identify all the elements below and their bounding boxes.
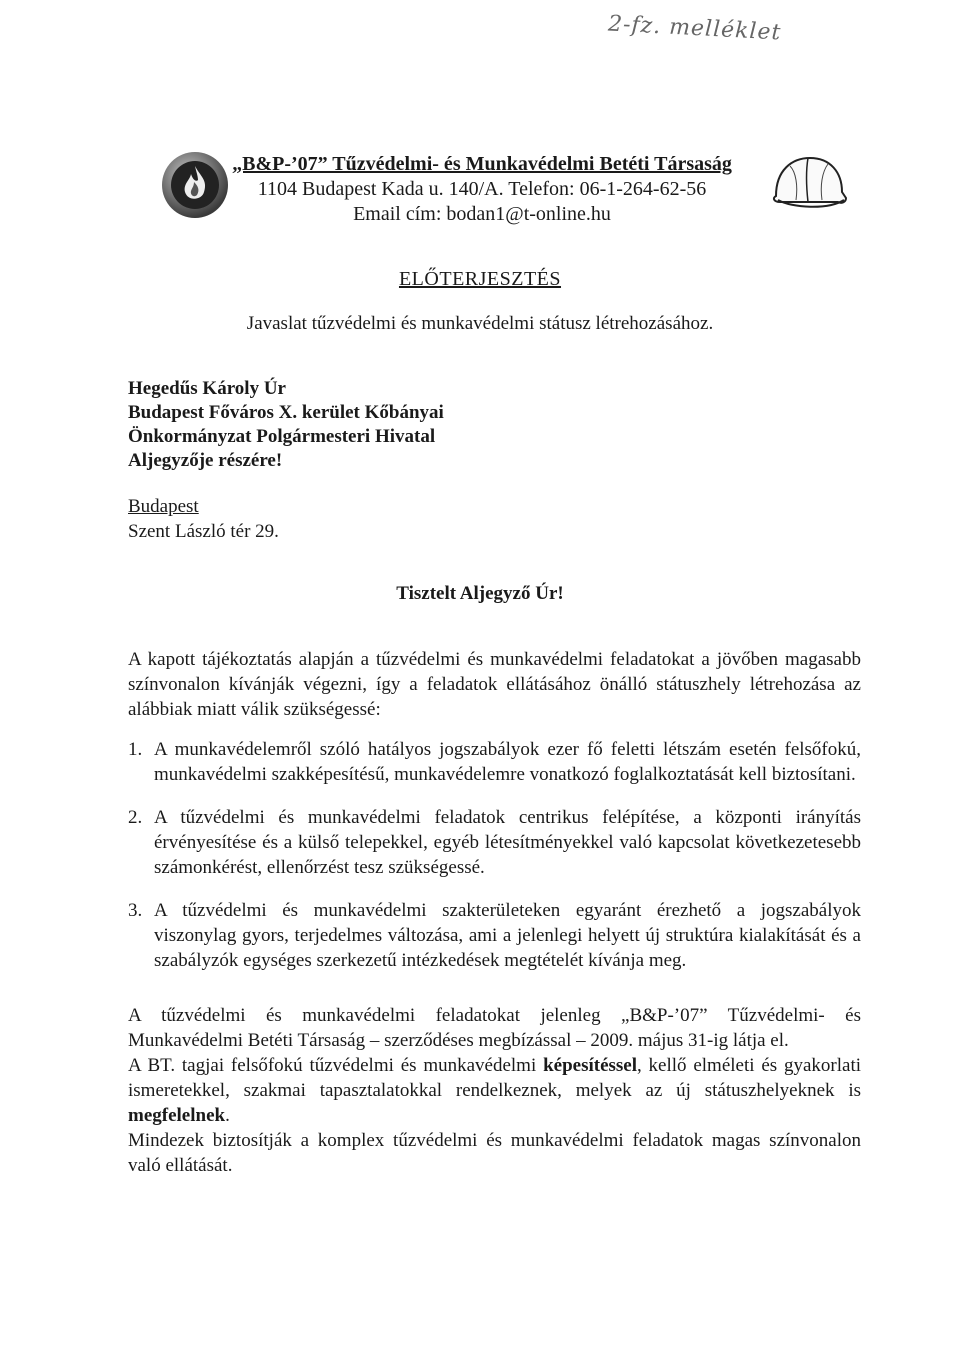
closing-text: , kellő elméleti és gyakorlati ismeretekkel, szakmai tapasztalatokkal rendelkeznek, melyek az új státuszhelyeknek is: [128, 1055, 862, 1101]
company-name: „B&P-’07” Tűzvédelmi- és Munkavédelmi Betéti Társaság: [232, 153, 732, 175]
reasons-list: [128, 737, 861, 991]
salutation: Tisztelt Aljegyző Úr!: [396, 583, 564, 604]
list-item-number: 1.: [128, 739, 143, 760]
closing-text: A BT. tagjai felsőfokú tűzvédelmi és munkavédelmi: [128, 1055, 537, 1076]
list-item-text: A munkavédelemről szóló hatályos jogszabályok ezer fő feletti létszám esetén felsőfokú, munkavédelmi szakképesítésű, munkavédelemre vonatkozó foglalkoztatását kell biztosítani.: [154, 739, 861, 785]
company-email: Email cím: bodan1@t-online.hu: [353, 203, 611, 225]
closing-line-1: A tűzvédelmi és munkavédelmi feladatokat jelenleg „B&P-’07” Tűzvédelmi- és: [128, 1005, 861, 1026]
addressee-line: Budapest Főváros X. kerület Kőbányai: [128, 402, 444, 423]
document-title: ELŐTERJESZTÉS: [398, 268, 562, 290]
closing-bold-text: megfelelnek: [128, 1105, 226, 1126]
closing-paragraph-3: Mindezek biztosítják a komplex tűzvédelmi és munkavédelmi feladatok magas színvonalon való ellátását.: [128, 1130, 861, 1176]
address-street: Szent László tér 29.: [128, 521, 279, 542]
addressee-line: Aljegyzője részére!: [128, 450, 283, 471]
closing-section: [128, 1003, 861, 1178]
addressee-line: Hegedűs Károly Úr: [128, 378, 286, 399]
letterhead: [210, 152, 754, 227]
helmet-logo-icon: [768, 152, 850, 218]
list-item-number: 3.: [128, 900, 143, 921]
list-item: [128, 737, 861, 787]
document-subtitle: Javaslat tűzvédelmi és munkavédelmi státusz létrehozásához.: [246, 313, 714, 334]
address-city: Budapest: [128, 496, 199, 517]
closing-text: .: [225, 1105, 230, 1126]
address-block: [128, 494, 279, 544]
addressee-line: Önkormányzat Polgármesteri Hivatal: [128, 426, 436, 447]
list-item: [128, 898, 861, 973]
closing-line-2: Munkavédelmi Betéti Társaság – szerződéses megbízással – 2009. május 31-ig látja el.: [128, 1030, 789, 1051]
addressee-block: [128, 377, 444, 473]
list-item: [128, 805, 861, 880]
intro-paragraph: A kapott tájékoztatás alapján a tűzvédelmi és munkavédelmi feladatokat a jövőben magasabb színvonalon kívánják végezni, így a feladatok ellátásához önálló státuszhely létrehozása az alábbiak miatt válik szükségessé:: [128, 649, 861, 720]
list-item-number: 2.: [128, 807, 143, 828]
handwritten-note: 2-fz. melléklet: [607, 11, 782, 46]
closing-paragraph-2: [128, 1053, 861, 1128]
company-address: 1104 Budapest Kada u. 140/A. Telefon: 06-1-264-62-56: [257, 178, 707, 200]
list-item-text: A tűzvédelmi és munkavédelmi szakterületeken egyaránt érezhető a jogszabályok viszonylag gyors, terjedelmes változása, ami a jelenlegi helyett új struktúra kialakítását és a szabályzók egységes szerkezetű intézkedések megtételét kívánja meg.: [154, 900, 861, 971]
list-item-text: A tűzvédelmi és munkavédelmi feladatok centrikus felépítése, a központi irányítás érvényesítése és a külső telepekkel, egyéb létesítményekkel való kapcsolat következetesebb számonkérést, ellenőrzést tesz szükségessé.: [154, 807, 861, 878]
closing-bold-text: képesítéssel: [543, 1055, 637, 1076]
